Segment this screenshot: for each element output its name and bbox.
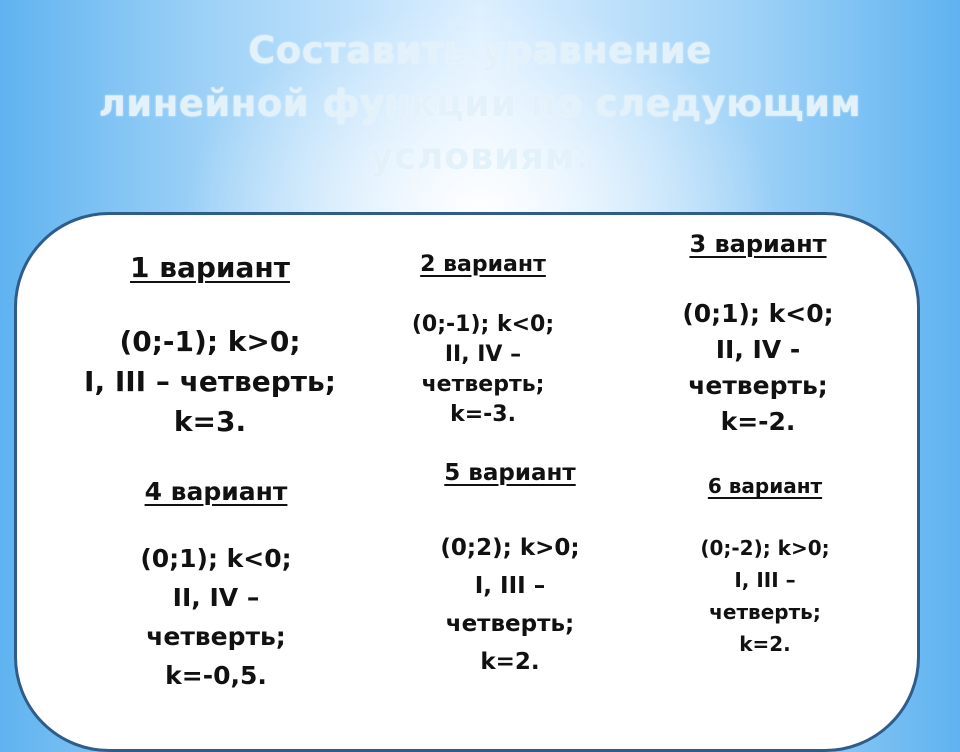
title-line-3: условиям: (369, 135, 591, 178)
variant-3-line-4: k=-2. (720, 407, 796, 436)
variant-4-line-4: k=-0,5. (165, 661, 267, 690)
variant-1 (70, 248, 350, 442)
variant-5 (390, 455, 630, 681)
variant-5-line-3: четверть; (445, 611, 575, 637)
variant-1-line-1: (0;-1); k>0; (119, 325, 301, 358)
variant-3 (638, 226, 878, 440)
variant-3-line-3: четверть; (688, 371, 828, 400)
variant-6-line-4: k=2. (739, 632, 791, 656)
title-line-1: Составить уравнение (248, 29, 712, 72)
variant-2-heading: 2 вариант (420, 252, 546, 277)
variant-1-line-3: k=3. (173, 405, 247, 438)
variant-2-line-3: четверть; (421, 372, 545, 397)
variant-3-line-2: II, IV - (715, 335, 801, 364)
variant-5-line-4: k=2. (480, 649, 540, 675)
variant-5-line-2: I, III – (474, 573, 546, 599)
variant-2 (368, 248, 598, 430)
variant-4 (86, 473, 346, 695)
variant-5-line-1: (0;2); k>0; (440, 535, 580, 561)
variant-6-line-3: четверть; (709, 600, 821, 624)
variant-5-heading: 5 вариант (444, 460, 576, 486)
variant-6-line-1: (0;-2); k>0; (700, 536, 830, 560)
variant-1-line-2: I, III – четверть; (84, 365, 336, 398)
variant-6 (660, 470, 870, 660)
variant-4-line-3: четверть; (146, 622, 286, 651)
title-line-2: линейной функции по следующим (98, 82, 862, 125)
variant-1-heading: 1 вариант (130, 251, 290, 284)
variant-4-line-1: (0;1); k<0; (140, 544, 292, 573)
variant-2-line-2: II, IV – (444, 342, 522, 367)
variant-2-line-1: (0;-1); k<0; (411, 312, 555, 337)
variant-6-line-2: I, III – (734, 568, 796, 592)
variant-3-heading: 3 вариант (689, 230, 827, 258)
slide-title (0, 24, 960, 183)
variant-6-heading: 6 вариант (707, 474, 823, 498)
variant-3-line-1: (0;1); k<0; (682, 299, 834, 328)
variant-2-line-4: k=-3. (450, 402, 516, 427)
variant-4-heading: 4 вариант (144, 477, 288, 506)
variant-4-line-2: II, IV – (172, 583, 260, 612)
